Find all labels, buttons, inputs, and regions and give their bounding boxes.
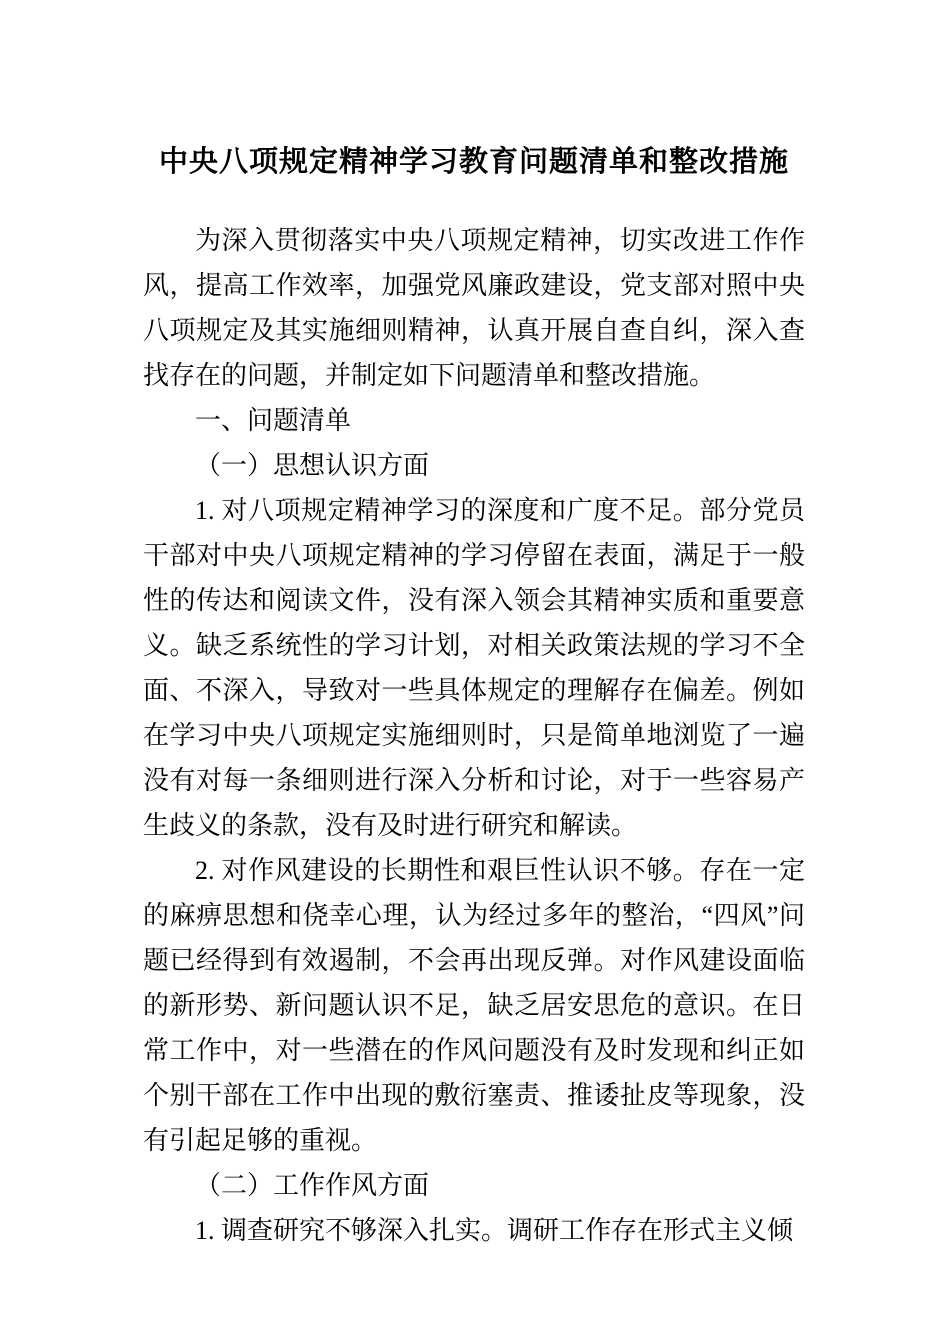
section-heading-problem-list: 一、问题清单: [195, 406, 352, 435]
problem-paragraph-1: 1. 对八项规定精神学习的深度和广度不足。部分党员干部对中央八项规定精神的学习停留在表面，满足于一般性的传达和阅读文件，没有深入领会其精神实质和重要意义。缺乏系统性的学习计划，对相关政策法规的学习不全面、不深入，导致对一些具体规定的理解存在偏差。例如在学习中央八项规定实施细则时，只是简单地浏览了一遍没有对每一条细则进行深入分析和讨论，对于一些容易产生歧义的条款，没有及时进行研究和解读。: [143, 496, 805, 840]
document-body: [143, 218, 805, 1253]
subsection-heading-ideological-awareness: （一）思想认识方面: [195, 451, 430, 480]
intro-paragraph: 为深入贯彻落实中央八项规定精神，切实改进工作作风，提高工作效率，加强党风廉政建设，党支部对照中央八项规定及其实施细则精神，认真开展自查自纠，深入查找存在的问题，并制定如下问题清单和整改措施。: [143, 226, 805, 390]
problem-paragraph-3-truncated: 1. 调查研究不够深入扎实。调研工作存在形式主义倾: [195, 1216, 794, 1245]
document-title: 中央八项规定精神学习教育问题清单和整改措施: [158, 146, 789, 178]
subsection-heading-work-style: （二）工作作风方面: [195, 1171, 430, 1200]
problem-paragraph-2: 2. 对作风建设的长期性和艰巨性认识不够。存在一定的麻痹思想和侥幸心理，认为经过多年的整治，“四风”问题已经得到有效遏制，不会再出现反弹。对作风建设面临的新形势、新问题认识不足，缺乏居安思危的意识。在日常工作中，对一些潜在的作风问题没有及时发现和纠正如个别干部在工作中出现的敷衍塞责、推诿扯皮等现象，没有引起足够的重视。: [143, 856, 805, 1155]
